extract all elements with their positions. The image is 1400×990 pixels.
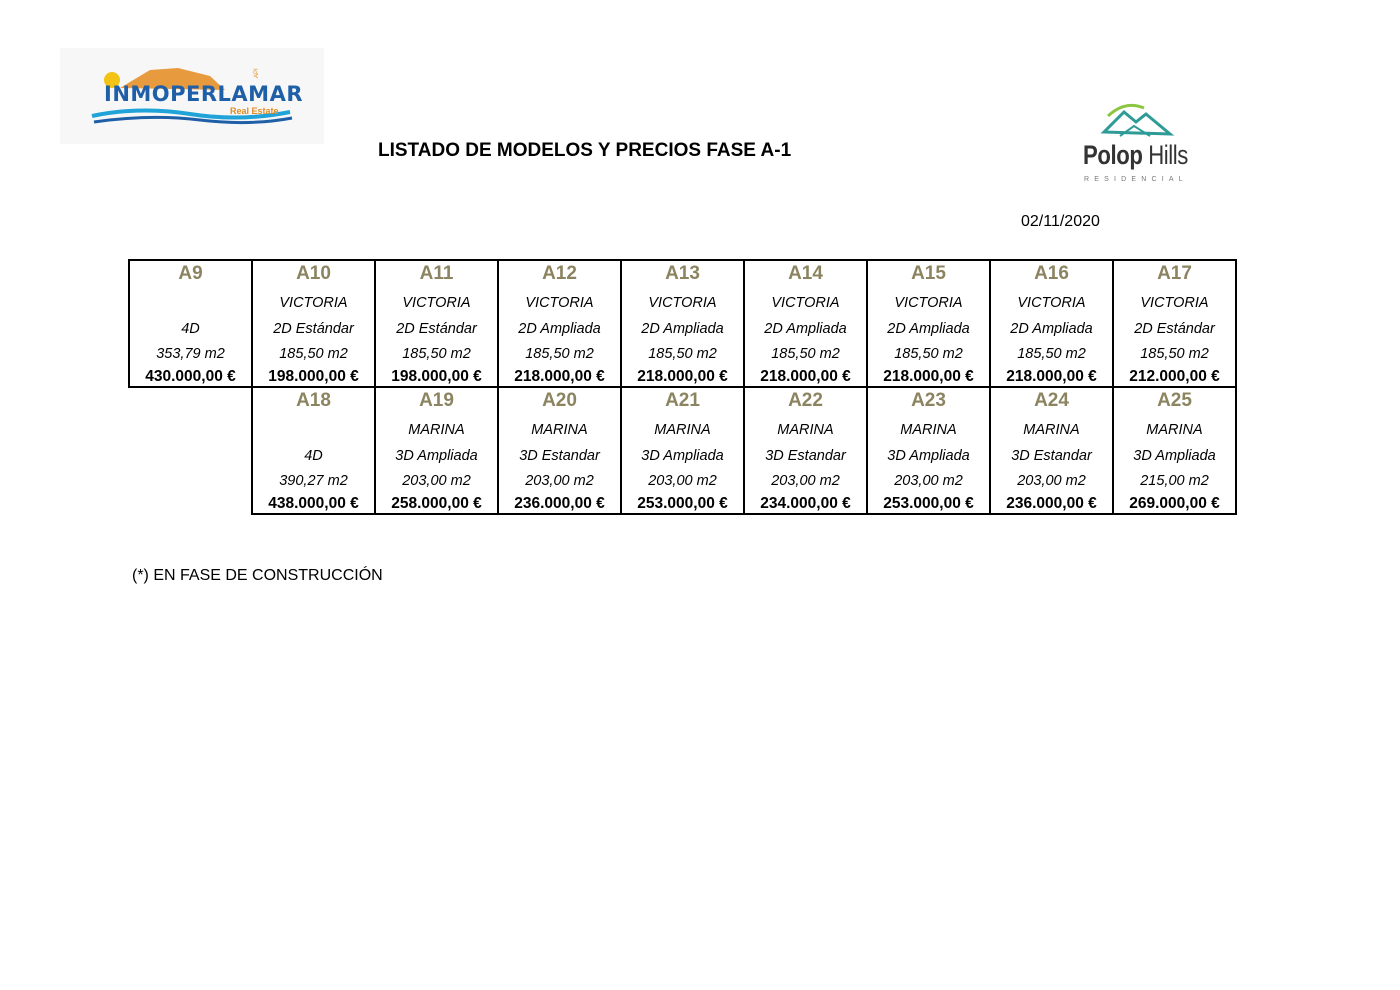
unit-type: 4D	[181, 321, 200, 337]
unit-cell	[129, 260, 252, 387]
unit-model: MARINA	[1146, 422, 1203, 438]
unit-code: A11	[419, 263, 454, 284]
unit-model: MARINA	[900, 422, 957, 438]
unit-price: 253.000,00 €	[637, 495, 728, 512]
unit-area: 185,50 m2	[525, 346, 594, 362]
unit-code: A22	[788, 390, 823, 411]
unit-type: 2D Ampliada	[641, 321, 724, 337]
unit-code: A23	[911, 390, 946, 411]
unit-price: 258.000,00 €	[391, 495, 482, 512]
unit-type: 3D Estandar	[1011, 448, 1092, 464]
logo-brand-bold: Polop	[1083, 140, 1143, 170]
unit-model: MARINA	[777, 422, 834, 438]
unit-code: A21	[665, 390, 700, 411]
unit-area: 203,00 m2	[1017, 473, 1086, 489]
unit-area: 185,50 m2	[1140, 346, 1209, 362]
unit-code: A25	[1157, 390, 1192, 411]
unit-price: 198.000,00 €	[391, 368, 482, 385]
unit-price: 253.000,00 €	[883, 495, 974, 512]
unit-price: 269.000,00 €	[1129, 495, 1220, 512]
unit-type: 2D Ampliada	[887, 321, 970, 337]
unit-model: MARINA	[654, 422, 711, 438]
unit-price: 430.000,00 €	[145, 368, 236, 385]
unit-code: A18	[296, 390, 331, 411]
empty-cell	[129, 387, 252, 514]
unit-cell	[744, 260, 867, 387]
unit-area: 203,00 m2	[648, 473, 717, 489]
unit-code: A10	[296, 263, 331, 284]
unit-model: MARINA	[1023, 422, 1080, 438]
unit-price: 236.000,00 €	[1006, 495, 1097, 512]
unit-code: A16	[1034, 263, 1069, 284]
logo-brand-text: INMOPERLAMAR	[104, 82, 303, 106]
unit-price: 236.000,00 €	[514, 495, 605, 512]
unit-area: 203,00 m2	[771, 473, 840, 489]
unit-code: A9	[178, 263, 203, 284]
unit-code: A13	[665, 263, 700, 284]
unit-price: 198.000,00 €	[268, 368, 359, 385]
unit-model: VICTORIA	[1017, 295, 1086, 311]
logo-sub: RESIDENCIAL	[1084, 176, 1188, 183]
unit-cell	[867, 387, 990, 514]
logo-brand-light: Hills	[1148, 140, 1188, 170]
logo-tagline: Real Estate	[230, 106, 279, 116]
unit-cell	[867, 260, 990, 387]
unit-area: 185,50 m2	[648, 346, 717, 362]
unit-model: VICTORIA	[771, 295, 840, 311]
unit-code: A19	[419, 390, 454, 411]
unit-price: 218.000,00 €	[637, 368, 728, 385]
unit-area: 215,00 m2	[1140, 473, 1209, 489]
unit-model: VICTORIA	[894, 295, 963, 311]
unit-price: 234.000,00 €	[760, 495, 851, 512]
unit-cell	[252, 260, 375, 387]
unit-model: MARINA	[408, 422, 465, 438]
unit-price: 218.000,00 €	[883, 368, 974, 385]
unit-code: A17	[1157, 263, 1192, 284]
unit-model: VICTORIA	[525, 295, 594, 311]
unit-model: MARINA	[531, 422, 588, 438]
unit-model: VICTORIA	[648, 295, 717, 311]
construction-note: (*) EN FASE DE CONSTRUCCIÓN	[132, 567, 383, 584]
unit-area: 185,50 m2	[279, 346, 348, 362]
unit-model: VICTORIA	[279, 295, 348, 311]
unit-type: 3D Ampliada	[1133, 448, 1216, 464]
unit-price: 218.000,00 €	[760, 368, 851, 385]
unit-cell	[990, 387, 1113, 514]
table-row	[129, 260, 1236, 387]
unit-price: 218.000,00 €	[1006, 368, 1097, 385]
unit-code: A15	[911, 263, 946, 284]
unit-cell	[375, 387, 498, 514]
unit-area: 353,79 m2	[156, 346, 225, 362]
unit-cell	[498, 260, 621, 387]
unit-code: A24	[1034, 390, 1069, 411]
unit-type: 3D Estandar	[519, 448, 600, 464]
unit-area: 185,50 m2	[771, 346, 840, 362]
unit-cell	[375, 260, 498, 387]
unit-cell	[744, 387, 867, 514]
unit-cell	[1113, 387, 1236, 514]
unit-type: 3D Ampliada	[641, 448, 724, 464]
unit-area: 203,00 m2	[894, 473, 963, 489]
unit-code: A14	[788, 263, 823, 284]
unit-area: 203,00 m2	[525, 473, 594, 489]
unit-type: 2D Estándar	[396, 321, 477, 337]
document-date: 02/11/2020	[1021, 213, 1100, 230]
unit-area: 203,00 m2	[402, 473, 471, 489]
unit-type: 2D Ampliada	[764, 321, 847, 337]
unit-type: 2D Ampliada	[518, 321, 601, 337]
unit-type: 3D Ampliada	[395, 448, 478, 464]
unit-cell	[621, 387, 744, 514]
unit-area: 185,50 m2	[894, 346, 963, 362]
unit-area: 185,50 m2	[1017, 346, 1086, 362]
unit-type: 3D Estandar	[765, 448, 846, 464]
unit-cell	[498, 387, 621, 514]
unit-cell	[621, 260, 744, 387]
logo-brand	[1083, 140, 1188, 171]
polop-hills-logo	[1080, 98, 1200, 188]
unit-price: 438.000,00 €	[268, 495, 359, 512]
price-table	[128, 259, 1237, 515]
unit-cell	[252, 387, 375, 514]
table-row	[129, 387, 1236, 514]
unit-code: A20	[542, 390, 577, 411]
mountain-icon	[1080, 98, 1200, 143]
logo-mark-text: API	[254, 68, 260, 78]
unit-type: 3D Ampliada	[887, 448, 970, 464]
unit-type: 4D	[304, 448, 323, 464]
unit-area: 390,27 m2	[279, 473, 348, 489]
unit-type: 2D Ampliada	[1010, 321, 1093, 337]
unit-model: VICTORIA	[402, 295, 471, 311]
unit-cell	[1113, 260, 1236, 387]
unit-cell	[990, 260, 1113, 387]
unit-price: 218.000,00 €	[514, 368, 605, 385]
unit-type: 2D Estándar	[273, 321, 354, 337]
page-title: LISTADO DE MODELOS Y PRECIOS FASE A-1	[378, 140, 792, 161]
inmoperlamar-logo	[60, 48, 324, 144]
unit-model: VICTORIA	[1140, 295, 1209, 311]
unit-area: 185,50 m2	[402, 346, 471, 362]
unit-type: 2D Estándar	[1134, 321, 1215, 337]
unit-price: 212.000,00 €	[1129, 368, 1220, 385]
unit-code: A12	[542, 263, 577, 284]
